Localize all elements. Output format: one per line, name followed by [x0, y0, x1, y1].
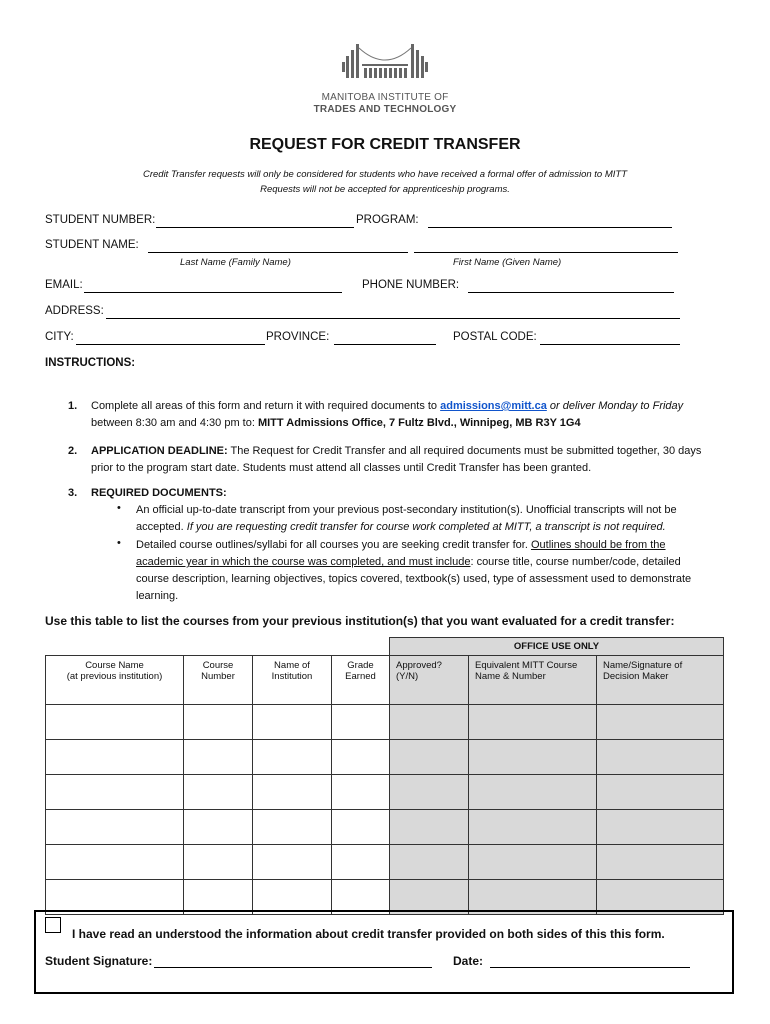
grade-cell[interactable] — [332, 810, 390, 845]
decision-maker-cell[interactable] — [597, 775, 724, 810]
approved-cell[interactable] — [390, 740, 469, 775]
course-number-cell[interactable] — [184, 775, 253, 810]
office-use-header: OFFICE USE ONLY — [390, 638, 724, 656]
bullet-icon: • — [117, 502, 121, 514]
phone-field[interactable] — [468, 292, 674, 293]
first-name-caption: First Name (Given Name) — [453, 257, 562, 268]
approved-cell[interactable] — [390, 810, 469, 845]
grade-cell[interactable] — [332, 845, 390, 880]
first-name-field[interactable] — [414, 252, 678, 253]
table-row — [46, 845, 724, 880]
decision-maker-cell[interactable] — [597, 845, 724, 880]
mitt-equivalent-cell[interactable] — [469, 740, 597, 775]
form-title: REQUEST FOR CREDIT TRANSFER — [249, 136, 521, 153]
course-table-intro: Use this table to list the courses from your previous institution(s) that you want evaluated for a credit transfer: — [45, 614, 675, 628]
course-name-cell[interactable] — [46, 845, 184, 880]
mitt-equivalent-cell[interactable] — [469, 775, 597, 810]
admissions-office-address: MITT Admissions Office, 7 Fultz Blvd., Winnipeg, MB R3Y 1G4 — [257, 417, 581, 429]
institution-cell[interactable] — [253, 775, 332, 810]
table-row — [46, 810, 724, 845]
course-name-cell[interactable] — [46, 775, 184, 810]
decision-maker-cell[interactable] — [597, 810, 724, 845]
item1-text-a: Complete all areas of this form and return it with required documents to — [91, 400, 438, 412]
program-label: PROGRAM: — [356, 214, 419, 226]
mitt-logo-icon — [340, 42, 430, 82]
address-label: ADDRESS: — [45, 305, 104, 317]
institution-cell[interactable] — [253, 705, 332, 740]
table-spacer — [46, 638, 390, 656]
item2-text-a: The Request for Credit Transfer and all required documents must be submitted together, 30 days — [230, 445, 702, 457]
decision-maker-cell[interactable] — [597, 705, 724, 740]
course-number-cell[interactable] — [184, 740, 253, 775]
institute-name-line2: TRADES AND TECHNOLOGY — [313, 104, 457, 115]
instructions-heading: INSTRUCTIONS: — [45, 357, 136, 369]
email-label: EMAIL: — [45, 279, 83, 291]
deadline-label: APPLICATION DEADLINE: — [91, 445, 228, 457]
bullet2-underline-1: Outlines should be from the — [530, 539, 666, 551]
bullet2-underline-2: academic year in which the course was completed, and must include — [136, 556, 471, 568]
col-header-course-number: Course Number — [184, 656, 253, 705]
date-label: Date: — [453, 954, 484, 968]
mitt-equivalent-cell[interactable] — [469, 845, 597, 880]
item-number: 2. — [68, 445, 78, 457]
grade-cell[interactable] — [332, 705, 390, 740]
bullet2-text-b: : course title, course number/code, detailed — [470, 556, 681, 568]
program-field[interactable] — [428, 227, 672, 228]
mitt-equivalent-cell[interactable] — [469, 810, 597, 845]
required-documents-label: REQUIRED DOCUMENTS: — [91, 487, 227, 499]
bullet1-text-b: accepted. — [136, 521, 184, 533]
course-table — [45, 637, 724, 915]
city-field[interactable] — [76, 344, 265, 345]
bullet2-text-d: learning. — [136, 590, 179, 602]
acknowledgement-checkbox[interactable] — [45, 917, 61, 933]
item-number: 3. — [68, 487, 78, 499]
approved-cell[interactable] — [390, 705, 469, 740]
acknowledgement-text: I have read an understood the information about credit transfer provided on both sides of this this form. — [72, 927, 665, 941]
required-doc-transcript — [136, 502, 736, 536]
col-header-grade: Grade Earned — [332, 656, 390, 705]
bullet-icon: • — [117, 537, 121, 549]
last-name-caption: Last Name (Family Name) — [180, 257, 291, 268]
institution-cell[interactable] — [253, 810, 332, 845]
approved-cell[interactable] — [390, 775, 469, 810]
student-number-label: STUDENT NUMBER: — [45, 214, 156, 226]
table-row — [46, 740, 724, 775]
date-field[interactable] — [490, 967, 690, 968]
bullet1-text-a: An official up-to-date transcript from your previous post-secondary institution(s). Unofficial transcripts will not be — [136, 504, 677, 516]
required-doc-outlines — [136, 537, 736, 605]
col-header-decision-maker: Name/Signature of Decision Maker — [597, 656, 724, 705]
table-row — [46, 775, 724, 810]
phone-label: PHONE NUMBER: — [362, 279, 460, 291]
col-header-institution: Name of Institution — [253, 656, 332, 705]
postal-code-label: POSTAL CODE: — [453, 331, 537, 343]
admissions-email-link[interactable]: admissions@mitt.ca — [440, 400, 547, 412]
subtitle-line1: Credit Transfer requests will only be considered for students who have received a formal offer of admission to MITT — [142, 169, 627, 180]
address-field[interactable] — [106, 318, 680, 319]
last-name-field[interactable] — [148, 252, 408, 253]
institute-name-line1: MANITOBA INSTITUTE OF — [321, 92, 449, 103]
grade-cell[interactable] — [332, 740, 390, 775]
decision-maker-cell[interactable] — [597, 740, 724, 775]
course-name-cell[interactable] — [46, 705, 184, 740]
postal-code-field[interactable] — [540, 344, 680, 345]
course-number-cell[interactable] — [184, 705, 253, 740]
bullet2-text-a: Detailed course outlines/syllabi for all courses you are seeking credit transfer for. — [136, 539, 528, 551]
mitt-equivalent-cell[interactable] — [469, 705, 597, 740]
student-name-label: STUDENT NAME: — [45, 239, 139, 251]
approved-cell[interactable] — [390, 845, 469, 880]
student-signature-field[interactable] — [154, 967, 432, 968]
item1-text-c: between 8:30 am and 4:30 pm to: — [91, 417, 255, 429]
province-field[interactable] — [334, 344, 436, 345]
item1-text-b: or deliver Monday to Friday — [549, 400, 684, 412]
item-number: 1. — [68, 400, 78, 412]
email-field[interactable] — [84, 292, 342, 293]
course-number-cell[interactable] — [184, 810, 253, 845]
student-signature-label: Student Signature: — [45, 954, 153, 968]
bullet1-italic: If you are requesting credit transfer for course work completed at MITT, a transcript is not required. — [186, 521, 666, 533]
instruction-item-2 — [91, 443, 741, 477]
course-name-cell[interactable] — [46, 810, 184, 845]
city-label: CITY: — [45, 331, 74, 343]
student-number-field[interactable] — [156, 227, 354, 228]
table-row — [46, 705, 724, 740]
item2-text-b: prior to the program start date. Students must attend all classes until Credit Transfer has been granted. — [91, 462, 592, 474]
province-label: PROVINCE: — [266, 331, 330, 343]
col-header-approved: Approved? (Y/N) — [390, 656, 469, 705]
col-header-course-name: Course Name (at previous institution) — [46, 656, 184, 705]
acknowledgement-box — [34, 910, 734, 994]
institution-cell[interactable] — [253, 845, 332, 880]
instruction-item-1 — [91, 398, 731, 432]
grade-cell[interactable] — [332, 775, 390, 810]
col-header-mitt-equivalent: Equivalent MITT Course Name & Number — [469, 656, 597, 705]
institution-cell[interactable] — [253, 740, 332, 775]
course-number-cell[interactable] — [184, 845, 253, 880]
course-name-cell[interactable] — [46, 740, 184, 775]
subtitle-line2: Requests will not be accepted for apprenticeship programs. — [260, 184, 510, 195]
bullet2-text-c: course description, learning objectives, topics covered, textbook(s) used, type of assessment used to demonstrate — [136, 573, 692, 585]
